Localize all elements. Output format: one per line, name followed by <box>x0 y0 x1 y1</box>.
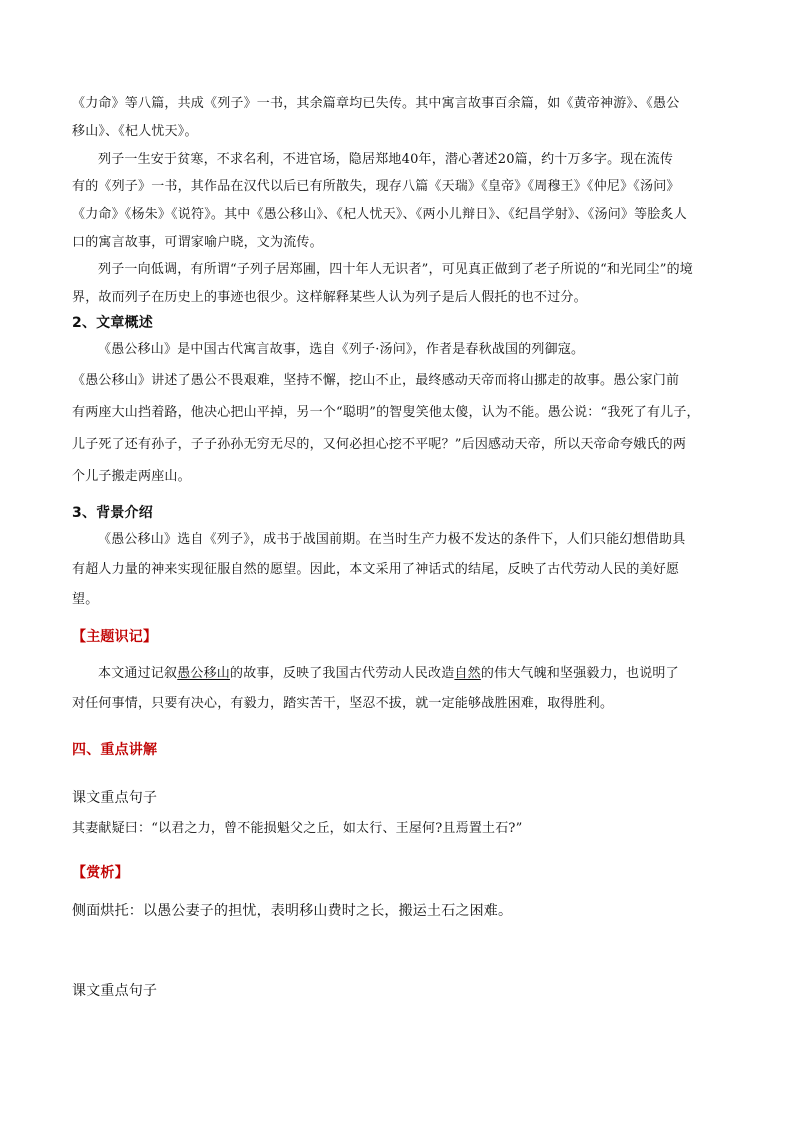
p1-line-1: 《力命》等八篇，共成《列子》一书，其余篇章均已失传。其中寓言故事百余篇，如《黄帝神游》、《愚公 <box>72 96 680 111</box>
section-2-line-5: 个儿子搬走两座山。 <box>72 469 191 484</box>
theme-text-b: 的故事，反映了我国古代劳动人民改造 <box>230 666 455 681</box>
appreciation-text: 侧面烘托：以愚公妻子的担忧，表明移山费时之长，搬运土石之困难。 <box>72 903 513 919</box>
section-2-heading: 2、文章概述 <box>72 315 153 331</box>
section-2-line-3: 有两座大山挡着路，他决心把山平掉，另一个“聪明”的智叟笑他太傻，认为不能。愚公说：“我死了有儿子， <box>72 405 700 420</box>
theme-underline-yugong: 愚公移山 <box>177 666 231 681</box>
section-3-line-1: 《愚公移山》选自《列子》，成书于战国前期。在当时生产力极不发达的条件下，人们只能幻想借助具 <box>98 532 686 547</box>
p3-line-2: 界，故而列子在历史上的事迹也很少。这样解释某些人认为列子是后人假托的也不过分。 <box>72 290 587 305</box>
theme-line-2: 对任何事情，只要有决心，有毅力，踏实苦干，坚忍不拔，就一定能够战胜困难，取得胜利。 <box>72 696 614 711</box>
p2-line-3: 《力命》《杨朱》《说符》。其中《愚公移山》、《杞人忧天》、《两小儿辩日》、《纪昌学射》、《汤问》等脍炙人 <box>72 207 687 222</box>
p3-line-1: 列子一向低调，有所谓“子列子居郑圃，四十年人无识者”，可见真正做到了老子所说的“和光同尘”的境 <box>98 262 693 277</box>
p2-line-4: 口的寓言故事，可谓家喻户晓，文为流传。 <box>72 235 323 250</box>
section-2-line-2: 《愚公移山》讲述了愚公不畏艰难，坚持不懈，挖山不止，最终感动天帝而将山挪走的故事。愚公家门前 <box>72 373 680 388</box>
key-sentences-label-1: 课文重点句子 <box>72 790 158 806</box>
theme-underline-nature: 自然 <box>454 666 481 681</box>
key-sentence-quote: 其妻献疑曰：“以君之力，曾不能损魁父之丘，如太行、王屋何?且焉置土石?” <box>72 821 523 836</box>
p2-line-2: 有的《列子》一书，其作品在汉代以后已有所散失，现存八篇《天瑞》《皇帝》《周穆王》《仲尼》《汤问》 <box>72 179 680 194</box>
key-sentences-label-2: 课文重点句子 <box>72 983 158 999</box>
section-3-line-3: 望。 <box>72 592 99 607</box>
theme-text-c: 的伟大气魄和坚强毅力，也说明了 <box>480 666 679 681</box>
theme-line-1 <box>98 665 679 683</box>
section-3-line-2: 有超人力量的神来实现征服自然的愿望。因此，本文采用了神话式的结尾，反映了古代劳动人民的美好愿 <box>72 562 680 577</box>
section-3-heading: 3、背景介绍 <box>72 505 153 521</box>
appreciation-heading: 【赏析】 <box>72 865 129 881</box>
section-2-line-4: 儿子死了还有孙子，子子孙孙无穷无尽的，又何必担心挖不平呢？”后因感动天帝，所以天帝命夸娥氏的两 <box>72 437 687 452</box>
theme-heading: 【主题识记】 <box>72 629 158 645</box>
section-4-heading: 四、重点讲解 <box>72 742 158 758</box>
p2-line-1: 列子一生安于贫寒，不求名利，不进官场，隐居郑地40年，潜心著述20篇，约十万多字。现在流传 <box>98 152 674 167</box>
section-2-line-1: 《愚公移山》是中国古代寓言故事，选自《列子·汤问》，作者是春秋战国的列御寇。 <box>98 342 585 357</box>
theme-text-a: 本文通过记叙 <box>98 666 178 681</box>
p1-line-2: 移山》、《杞人忧天》。 <box>72 124 198 139</box>
